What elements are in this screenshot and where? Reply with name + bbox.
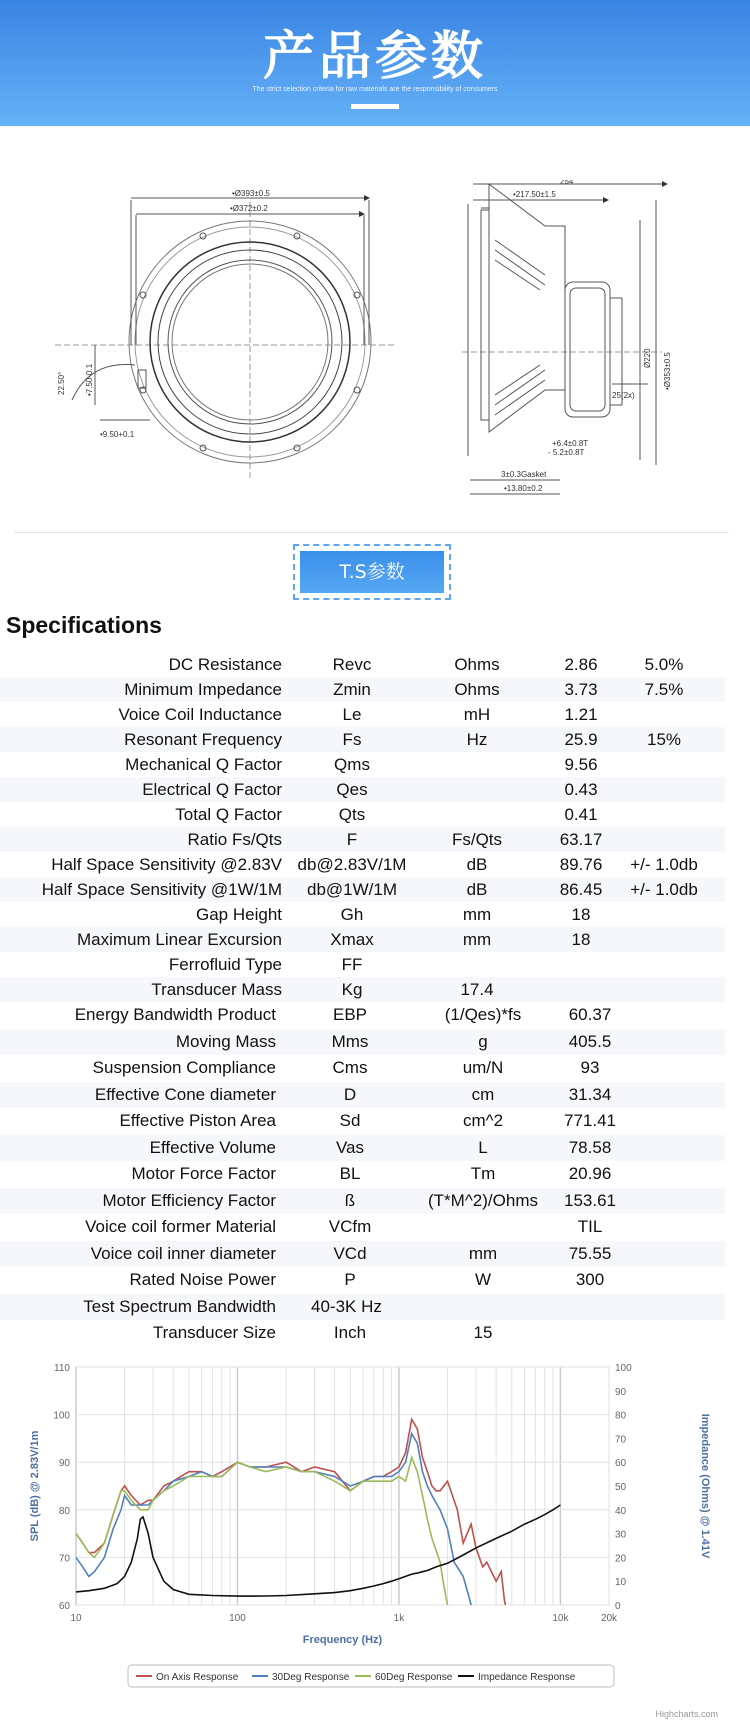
spec-table-group-a [0, 652, 725, 1002]
spec-cell-val: 93 [580, 1058, 600, 1077]
header-banner [0, 0, 750, 126]
spec-cell-name: Half Space Sensitivity @1W/1M [41, 880, 282, 899]
side-dimension-labels [501, 180, 672, 493]
spec-cell-unit: (T*M^2)/Ohms [428, 1190, 538, 1210]
spec-cell-sym: VCfm [328, 1217, 372, 1236]
speaker-dimension-drawing [0, 180, 750, 510]
spec-cell-unit: cm^2 [462, 1111, 504, 1130]
spec-cell-unit: g [478, 1031, 488, 1051]
y-tick-label: 90 [58, 1458, 70, 1470]
spec-row [0, 1108, 725, 1135]
spec-row [0, 1002, 725, 1029]
spec-cell-unit: mm [468, 1243, 498, 1263]
y-axis-title: SPL (dB) @ 2.83V/1m [29, 1430, 41, 1542]
spec-cell-sym: Xmax [330, 930, 374, 949]
spec-cell-val: TIL [577, 1217, 603, 1236]
chart-svg [0, 1355, 750, 1730]
spec-cell-name: DC Resistance [168, 655, 282, 674]
header-subtitle: The strict selection criteria for raw materials are the responsibility of consumers [252, 86, 498, 93]
spec-row [0, 1135, 725, 1162]
spec-cell-name: Effective Volume [149, 1137, 276, 1157]
spec-cell-extra: 40-3K Hz [311, 1296, 382, 1316]
spec-row [0, 1267, 725, 1294]
spec-cell-sym: BL [339, 1164, 361, 1183]
spec-cell-name: Half Space Sensitivity @2.83V [51, 855, 282, 874]
spec-cell-val: 405.5 [568, 1031, 612, 1051]
spec-cell-unit: Fs/Qts [451, 830, 503, 849]
spec-cell-unit: 17.4 [460, 980, 494, 999]
spec-row [0, 1161, 725, 1188]
ts-button-frame [293, 544, 451, 600]
spec-cell-val: 153.61 [564, 1190, 616, 1210]
side-dim-4: •Ø353±0.5 [663, 352, 672, 390]
spec-cell-name: Transducer Size [152, 1323, 276, 1342]
spec-cell-name: Suspension Compliance [92, 1058, 276, 1077]
spec-cell-val: 31.34 [568, 1084, 612, 1104]
spec-cell-sym: Le [342, 705, 362, 724]
spec-cell-sym: Inch [333, 1323, 367, 1342]
side-dim-8: 3±0.3Gasket [501, 470, 547, 479]
spec-cell-sym: Kg [341, 980, 363, 999]
legend-item-2: 60Deg Response [375, 1672, 453, 1683]
spec-cell-unit: Tm [470, 1164, 496, 1183]
spec-row [0, 952, 725, 977]
spec-cell-val: 63.17 [559, 830, 603, 849]
spec-cell-sym: Fs [342, 730, 362, 749]
side-dim-3: Ø220 [643, 348, 652, 368]
spec-row [0, 652, 725, 677]
spec-cell-name: Effective Piston Area [119, 1111, 276, 1130]
spec-cell-sym: ß [344, 1190, 356, 1210]
y-right-tick-label: 10 [615, 1577, 627, 1589]
y-right-axis-title: Impedance (Ohms) @ 1.41V [699, 1413, 711, 1559]
spec-cell-val: 18 [571, 930, 591, 949]
spec-cell-unit: dB [466, 855, 488, 874]
spec-cell-sym: D [343, 1084, 357, 1104]
spec-row [0, 1294, 725, 1321]
y-tick-label: 110 [54, 1363, 70, 1374]
spec-cell-name: Rated Noise Power [129, 1270, 276, 1289]
spec-cell-tol: 15% [646, 730, 682, 749]
spec-cell-sym: F [346, 830, 358, 849]
y-right-tick-label: 80 [615, 1410, 627, 1422]
spec-cell-sym: P [344, 1270, 356, 1289]
spec-cell-name: Effective Cone diameter [94, 1084, 276, 1104]
spec-cell-val: 300 [575, 1270, 605, 1289]
spec-cell-val: 2.86 [564, 655, 598, 674]
spec-cell-unit: dB [466, 880, 488, 899]
spec-cell-unit: W [474, 1270, 492, 1289]
spec-cell-name: Voice coil former Material [85, 1217, 276, 1236]
spec-cell-val: 25.9 [564, 730, 598, 749]
spec-cell-sym: Qts [338, 805, 366, 824]
spec-cell-tol: 5.0% [644, 655, 684, 674]
y-right-tick-label: 100 [615, 1363, 632, 1374]
spec-cell-name: Test Spectrum Bandwidth [83, 1296, 276, 1316]
spec-cell-unit: mm [462, 905, 492, 924]
y-right-tick-label: 70 [615, 1434, 627, 1446]
y-tick-label: 100 [53, 1410, 70, 1422]
front-dim-4: •7.50-0.1 [85, 363, 94, 396]
spec-cell-val: 20.96 [568, 1164, 612, 1183]
legend-item-3: Impedance Response [478, 1672, 576, 1683]
front-dim-5: •9.50+0.1 [100, 430, 135, 439]
y-right-tick-label: 0 [615, 1601, 621, 1612]
spec-table-group-b [0, 1002, 725, 1347]
spec-cell-unit: mH [463, 705, 491, 724]
ts-parameters-button[interactable]: T.S参数 [300, 551, 444, 593]
spec-cell-val: 771.41 [564, 1111, 616, 1130]
spec-cell-tol: 7.5% [644, 680, 684, 699]
spec-cell-name: Voice Coil Inductance [118, 705, 282, 724]
chart-credit: Highcharts.com [655, 1709, 718, 1719]
spec-cell-val: 0.41 [564, 805, 598, 824]
spec-row [0, 677, 725, 702]
spec-cell-val: 9.56 [564, 755, 598, 774]
spec-cell-sym: db@2.83V/1M [297, 855, 407, 874]
spec-cell-name: Transducer Mass [151, 980, 282, 999]
y-tick-label: 70 [58, 1553, 70, 1565]
spec-cell-val: 75.55 [568, 1243, 612, 1263]
technical-drawing [0, 180, 750, 510]
side-dim-5: 25(2x) [612, 391, 635, 400]
spec-cell-val: 0.43 [564, 780, 598, 799]
spec-cell-sym: FF [341, 955, 363, 974]
spec-row [0, 702, 725, 727]
spec-cell-sym: Cms [332, 1058, 368, 1077]
spec-cell-name: Mechanical Q Factor [125, 755, 282, 774]
spec-cell-name: Voice coil inner diameter [90, 1243, 276, 1263]
spec-cell-val: 86.45 [559, 880, 603, 899]
spec-cell-name: Electrical Q Factor [142, 780, 282, 799]
spec-cell-val: 60.37 [568, 1005, 612, 1024]
spec-cell-sym: db@1W/1M [306, 880, 398, 899]
y-right-tick-label: 40 [615, 1505, 627, 1517]
spec-row [0, 827, 725, 852]
x-tick-label: 100 [229, 1613, 246, 1624]
side-dim-6: +6.4±0.8T [552, 439, 589, 448]
spec-cell-name: Energy Bandwidth Product [74, 1005, 276, 1024]
spec-cell-sym: Sd [339, 1111, 361, 1130]
spec-cell-name: Gap Height [196, 905, 282, 924]
y-right-tick-label: 60 [615, 1458, 627, 1470]
legend-item-1: 30Deg Response [272, 1672, 350, 1683]
spec-cell-unit: 15 [473, 1323, 493, 1342]
spec-cell-sym: Qes [336, 780, 368, 799]
y-right-tick-label: 20 [615, 1553, 627, 1565]
spec-cell-name: Ferrofluid Type [168, 955, 282, 974]
spec-row [0, 1241, 725, 1268]
spec-cell-unit: Ohms [454, 680, 500, 699]
spec-cell-name: Total Q Factor [175, 805, 282, 824]
front-dim-1: •Ø393±0.5 [232, 189, 270, 198]
spec-row [0, 1320, 725, 1347]
spec-cell-name: Ratio Fs/Qts [187, 830, 282, 849]
spec-cell-sym: Vas [335, 1137, 365, 1157]
spec-row [0, 752, 725, 777]
specifications-table [0, 652, 725, 1347]
legend-item-0: On Axis Response [156, 1672, 239, 1683]
front-dim-2: •Ø372±0.2 [230, 204, 268, 213]
x-tick-label: 10k [552, 1613, 569, 1624]
spec-row [0, 927, 725, 952]
x-tick-label: 10 [70, 1613, 82, 1624]
spec-row [0, 902, 725, 927]
side-dim-9: •13.80±0.2 [504, 484, 543, 493]
x-tick-label: 1k [393, 1613, 405, 1624]
spec-cell-unit: (1/Qes)*fs [444, 1005, 522, 1024]
spec-cell-tol: +/- 1.0db [630, 880, 698, 899]
page-title: 产品参数 [262, 27, 487, 87]
spec-cell-sym: Zmin [333, 680, 371, 699]
spec-cell-val: 3.73 [564, 680, 598, 699]
spec-row [0, 1214, 725, 1241]
spec-cell-sym: VCd [333, 1243, 367, 1263]
y-tick-label: 80 [58, 1505, 70, 1517]
spec-cell-unit: Hz [466, 730, 488, 749]
spec-cell-name: Minimum Impedance [124, 680, 282, 699]
spec-row [0, 1082, 725, 1109]
spec-row [0, 977, 725, 1002]
spec-cell-sym: EBP [332, 1005, 368, 1024]
spec-row [0, 802, 725, 827]
spec-cell-unit: mm [462, 930, 492, 949]
front-dimension-labels [57, 189, 270, 439]
spec-row [0, 852, 725, 877]
y-right-tick-label: 30 [615, 1529, 627, 1541]
spec-cell-sym: Mms [331, 1031, 369, 1051]
specifications-heading: Specifications [6, 612, 162, 638]
spec-cell-val: 78.58 [568, 1137, 612, 1157]
spec-cell-name: Resonant Frequency [124, 730, 282, 749]
frequency-response-chart [0, 1355, 750, 1730]
spec-row [0, 727, 725, 752]
spec-cell-sym: Qms [334, 755, 370, 774]
x-tick-label: 20k [600, 1613, 618, 1624]
spec-cell-name: Motor Efficiency Factor [102, 1190, 276, 1210]
spec-cell-unit: Ohms [454, 655, 500, 674]
spec-cell-name: Moving Mass [175, 1031, 276, 1051]
side-dim-1: 254 [560, 180, 574, 186]
front-dim-3: 22.50° [57, 371, 66, 395]
side-dim-2: •217.50±1.5 [513, 190, 556, 199]
spec-cell-val: 89.76 [559, 855, 603, 874]
spec-cell-val: 18 [571, 905, 591, 924]
y-right-tick-label: 50 [615, 1482, 627, 1493]
spec-row [0, 1029, 725, 1056]
spec-cell-val: 1.21 [564, 705, 598, 724]
spec-cell-unit: cm [471, 1084, 495, 1104]
spec-row [0, 877, 725, 902]
y-tick-label: 60 [58, 1601, 70, 1612]
section-divider [14, 532, 729, 533]
spec-cell-name: Motor Force Factor [131, 1164, 276, 1183]
spec-cell-sym: Gh [340, 905, 364, 924]
spec-cell-unit: L [478, 1137, 488, 1157]
y-right-tick-label: 90 [615, 1386, 627, 1398]
side-dim-7: - 5.2±0.8T [548, 448, 585, 457]
spec-cell-name: Maximum Linear Excursion [76, 930, 282, 949]
header-underline [351, 104, 399, 109]
spec-row [0, 1055, 725, 1082]
spec-row [0, 777, 725, 802]
spec-row [0, 1188, 725, 1215]
spec-cell-tol: +/- 1.0db [630, 855, 698, 874]
x-axis-title: Frequency (Hz) [302, 1634, 383, 1646]
spec-cell-unit: um/N [462, 1058, 504, 1077]
spec-cell-sym: Revc [332, 655, 372, 674]
